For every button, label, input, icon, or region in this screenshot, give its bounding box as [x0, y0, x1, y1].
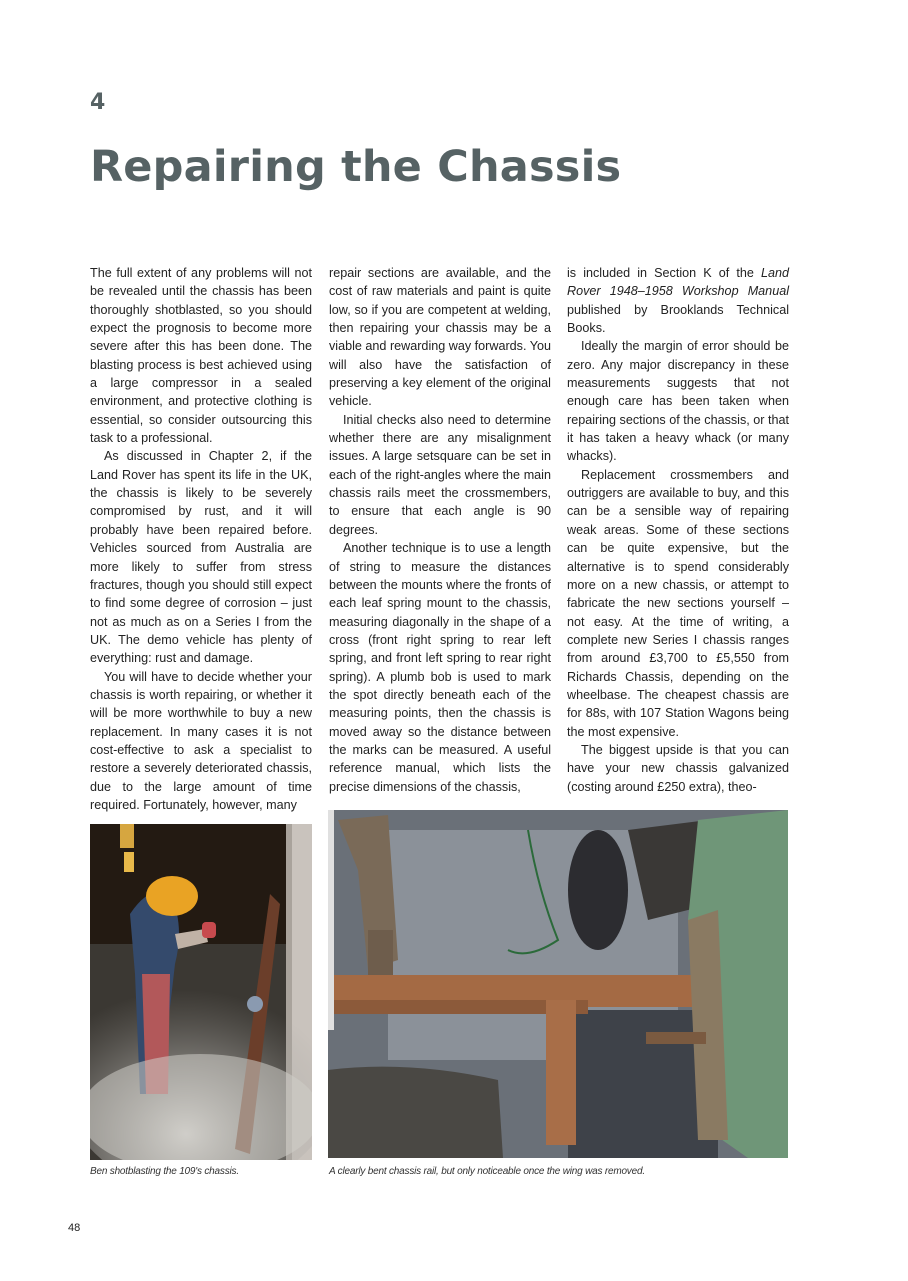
photo-shotblasting: [90, 824, 312, 1160]
chapter-title: Repairing the Chassis: [90, 142, 622, 192]
paragraph: The full extent of any problems will not be revealed until the chassis has been thoroughly shotblasted, so you should expect the prognosis to become more severe after this has been done. The blasting process is best achieved using a large compressor in a sealed environment, and protective clothing is essential, so consider outsourcing this task to a professional.: [90, 266, 312, 446]
paragraph: The biggest upside is that you can have your new chassis galvanized (costing around £250 extra), theo-: [567, 742, 789, 794]
paragraph: You will have to decide whether your chassis is worth repairing, or whether it will be more worthwhile to buy a new replacement. In many cases it is not cost-effective to ask a specialist to restore a severely deteriorated chassis, due to the large amount of time required. Fortunately, however, many: [90, 669, 312, 812]
page-number: 48: [68, 1222, 81, 1234]
figure-caption: Ben shotblasting the 109's chassis.: [90, 1166, 239, 1177]
paragraph: repair sections are available, and the cost of raw materials and paint is quite low, so if you are competent at welding, then repairing your chassis may be a viable and rewarding way forwards. You will also have the satisfaction of preserving a key element of the original vehicle.: [329, 266, 551, 409]
shotblasting-illustration: [90, 824, 312, 1160]
paragraph-text: is included in Section K of the: [567, 266, 761, 280]
photo-bent-chassis-rail: [328, 810, 788, 1158]
book-title: Land Rover 1948–1958 Workshop Manual: [567, 266, 789, 299]
text-column-1: [90, 264, 312, 814]
paragraph-text: published by Brooklands Technical Books.: [567, 302, 789, 336]
paragraph: [567, 264, 789, 337]
paragraph: Another technique is to use a length of string to measure the distances between the mounts where the fronts of each leaf spring mount to the chassis, measuring diagonally in the shape of a cross (front right spring to rear left spring, and front left spring to rear right spring). A plumb bob is used to mark the spot directly beneath each of the measuring points, then the chassis is moved away so the distance between the marks can be measured. A useful reference manual, which lists the precise dimensions of the chassis,: [329, 541, 551, 794]
paragraph: Initial checks also need to determine whether there are any misalignment issues. A large setsquare can be set in each of the right-angles where the main chassis rails meet the crossmembers, to ensure that each angle is 90 degrees.: [329, 412, 551, 537]
chassis-rail-illustration: [328, 810, 788, 1158]
paragraph: Ideally the margin of error should be zero. Any major discrepancy in these measurements suggests that not enough care has been taken when repairing sections of the chassis, or that it has taken a heavy whack (or many whacks).: [567, 339, 789, 464]
text-column-2: [329, 264, 551, 796]
figure-caption: A clearly bent chassis rail, but only noticeable once the wing was removed.: [329, 1166, 645, 1177]
paragraph: Replacement crossmembers and outriggers are available to buy, and this can be a sensible way of repairing weak areas. Some of these sections can be quite expensive, but the alternative is to spend considerably more on a new chassis, or attempt to fabricate the new sections yourself – not easy. At the time of writing, a complete new Series I chassis ranges from around £3,700 to £5,550 from Richards Chassis, depending on the wheelbase. The cheapest chassis are for 88s, with 107 Station Wagons being the most expensive.: [567, 467, 789, 739]
text-column-3: [567, 264, 789, 796]
chapter-number: 4: [90, 90, 106, 115]
paragraph: As discussed in Chapter 2, if the Land Rover has spent its life in the UK, the chassis is likely to be severely compromised by rust, and it will probably have been repaired before. Vehicles sourced from Australia are more likely to suffer from stress fractures, though you should still expect to find some degree of corrosion – just not as much as on a Series I from the UK. The demo vehicle has plenty of everything: rust and damage.: [90, 449, 312, 666]
